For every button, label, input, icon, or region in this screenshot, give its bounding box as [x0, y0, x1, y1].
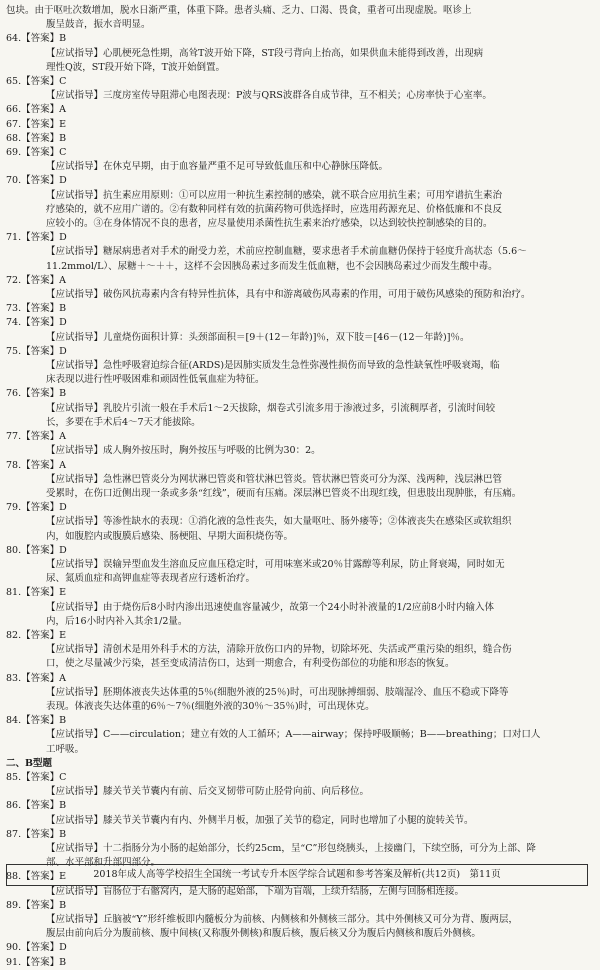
text-line: 11.2mmol/L）、尿糖＋～＋＋，这样不会因胰岛素过多而发生低血糖，也不会因胰岛素过少而发生酸中毒。	[46, 260, 498, 272]
text-line: 【应试指导】破伤风抗毒素内含有特异性抗体，具有中和游离破伤风毒素的作用，可用于破伤风感染的预防和治疗。	[46, 289, 531, 301]
text-line: 【应试指导】膝关节关节囊内有前、后交叉韧带可防止胫骨向前、向后移位。	[46, 786, 370, 798]
text-line: 【应试指导】在休克早期，由于血容量严重不足可导致低血压和中心静脉压降低。	[46, 161, 389, 173]
text-line: 67.【答案】E	[6, 118, 67, 130]
text-line: 68.【答案】B	[6, 132, 67, 144]
text-line: 76.【答案】B	[6, 388, 67, 400]
text-line: 73.【答案】B	[6, 303, 67, 315]
text-line: 腹层由前向后分为腹前核、腹中间核(又称腹外侧核)和腹后核，腹后核又分为腹后内侧核和腹后外侧核。	[46, 928, 481, 940]
text-line: 82.【答案】E	[6, 629, 67, 641]
text-line: 【应试指导】膝关节关节囊内有内、外侧半月板，加强了关节的稳定，同时也增加了小腿的旋转关节。	[46, 814, 474, 826]
page-footer: 2018年成人高等学校招生全国统一考试专升本医学综合试题和参考答案及解析(共12页) 第11页	[6, 864, 588, 886]
text-line: 【应试指导】误输异型血发生溶血反应血压稳定时，可用味塞米或20％甘露醇等利尿，防止肾衰竭，同时如无	[46, 558, 505, 570]
text-line: 【应试指导】三度房室传导阻滞心电图表现：P波与QRS波群各自成节律，互不相关；心房率快于心室率。	[46, 90, 492, 102]
text-line: 71.【答案】D	[6, 232, 67, 244]
text-line: 内，后16小时内补入其余1/2量。	[46, 615, 188, 627]
text-line: 【应试指导】C——circulation；建立有效的人工循环；A——airway；保持呼吸顺畅；B——breathing；口对口人	[46, 729, 541, 741]
text-line: 91.【答案】B	[6, 956, 67, 968]
text-line: 表现。体液丧失达体重的6％～7％(细胞外液的30％～35％)时，可出现休克。	[46, 700, 375, 712]
text-line: 【应试指导】丘脑被“Y”形纤维板即内髓板分为前核、内侧核和外侧核三部分。其中外侧核又可分为背、腹两层，	[46, 914, 518, 925]
section-heading: 二、B型题	[6, 757, 53, 769]
text-line: 65.【答案】C	[6, 76, 67, 88]
text-line: 部、水平部和升部四部分。	[46, 857, 161, 869]
text-line: 【应试指导】急性呼吸窘迫综合征(ARDS)是因肺实质发生急性弥漫性损伤而导致的急性缺氧性呼吸衰竭，临	[46, 360, 500, 372]
text-line: 79.【答案】D	[6, 502, 67, 514]
text-line: 长，多要在手术后4～7天才能拔除。	[46, 416, 201, 428]
text-line: 【应试指导】盲肠位于右髂窝内，是大肠的起始部，下端为盲端，上续升结肠，左侧与回肠相连接。	[46, 885, 465, 897]
text-line: 90.【答案】D	[6, 942, 67, 954]
text-line: 【应试指导】抗生素应用原则：①可以应用一种抗生素控制的感染，就不联合应用抗生素；可用窄谱抗生素治	[46, 189, 503, 201]
text-line: 【应试指导】成人胸外按压时，胸外按压与呼吸的比例为30：2。	[46, 445, 321, 457]
text-line: 80.【答案】D	[6, 544, 67, 556]
text-line: 85.【答案】C	[6, 771, 67, 783]
text-line: 应较小的。③在身体情况不良的患者，应尽量使用杀菌性抗生素来治疗感染，以达到较快控制感染的目的。	[46, 218, 493, 230]
text-line: 84.【答案】B	[6, 715, 67, 727]
text-line: 77.【答案】A	[6, 431, 66, 443]
text-line: 包块。由于呕吐次数增加，脱水日渐严重，体重下降。患者头痛、乏力、口渴、畏食，重者可出现虚脱。呕诊上	[6, 5, 472, 16]
text-line: 64.【答案】B	[6, 33, 67, 45]
answer-text-body	[6, 4, 588, 970]
text-line: 尿、氮质血症和高钾血症等表现者应行透析治疗。	[46, 573, 256, 585]
text-line: 88.【答案】E	[6, 871, 67, 883]
text-line: 床表现以进行性呼吸困难和顽固性低氧血症为特征。	[46, 374, 265, 386]
text-line: 70.【答案】D	[6, 175, 67, 187]
text-line: 72.【答案】A	[6, 274, 66, 286]
text-line: 78.【答案】A	[6, 459, 66, 471]
text-line: 74.【答案】D	[6, 317, 67, 329]
text-line: 87.【答案】B	[6, 828, 67, 840]
text-line: 疗感染的，就不应用广谱的。②有数种同样有效的抗菌药物可供选择时，应选用药源充足、价格低廉和不良反	[46, 203, 503, 215]
text-line: 【应试指导】胚期体液丧失达体重的5％(细胞外液的25％)时，可出现脉搏细弱、肢端湿冷、血压不稳或下降等	[46, 686, 509, 698]
text-line: 【应试指导】乳胶片引流一般在手术后1～2天拔除，烟卷式引流多用于渗液过多，引流稠厚者，引流时间较	[46, 402, 496, 414]
text-line: 【应试指导】心肌梗死急性期，高耸T波开始下降，ST段弓背向上抬高，如果供血未能得到改善，出现病	[46, 47, 484, 59]
text-line: 66.【答案】A	[6, 104, 66, 116]
text-line: 【应试指导】糖尿病患者对手术的耐受力差，术前应控制血糖，要求患者手术前血糖仍保持于轻度升高状态（5.6～	[46, 246, 527, 258]
text-line: 腹呈鼓音，振水音明显。	[46, 19, 151, 31]
text-line: 理性Q波，ST段开始下降，T波开始倒置。	[46, 61, 225, 73]
text-line: 【应试指导】儿童烧伤面积计算：头颈部面积＝[9＋(12－年龄)]％，双下肢＝[46－(12－年龄)]％。	[46, 331, 470, 343]
text-line: 内，如腹腔内或腹膜后感染、肠梗阻、早期大面积烧伤等。	[46, 530, 294, 542]
text-line: 75.【答案】D	[6, 345, 67, 357]
text-line: 69.【答案】C	[6, 147, 67, 159]
text-line: 【应试指导】十二指肠分为小肠的起始部分，长约25cm，呈“C”形包绕胰头，上接幽门，下续空肠，可分为上部、降	[46, 842, 536, 854]
text-line: 【应试指导】急性淋巴管炎分为网状淋巴管炎和管状淋巴管炎。管状淋巴管炎可分为深、浅两种，浅层淋巴管	[46, 473, 503, 485]
text-line: 口，使之尽量减少污染，甚至变成清洁伤口，达到一期愈合，有利受伤部位的功能和形态的恢复。	[46, 658, 455, 670]
text-line: 83.【答案】A	[6, 672, 66, 684]
text-line: 【应试指导】等渗性缺水的表现：①消化液的急性丧失，如大量呕吐、肠外瘘等；②体液丧失在感染区或软组织	[46, 516, 512, 528]
text-line: 89.【答案】B	[6, 899, 67, 911]
text-line: 【应试指导】由于烧伤后8小时内渗出迅速使血容量减少，故第一个24小时补液量的1/2应前8小时内输入体	[46, 601, 494, 613]
text-line: 【应试指导】清创术是用外科手术的方法，清除开放伤口内的异物，切除坏死、失活或严重污染的组织，缝合伤	[46, 644, 512, 656]
text-line: 86.【答案】B	[6, 800, 67, 812]
text-line: 81.【答案】E	[6, 587, 67, 599]
text-line: 工呼吸。	[46, 743, 85, 755]
text-line: 受累时，在伤口近侧出现一条或多条“红线”，硬而有压痛。深层淋巴管炎不出现红线，但患肢出现肿胀，有压痛。	[46, 487, 522, 499]
